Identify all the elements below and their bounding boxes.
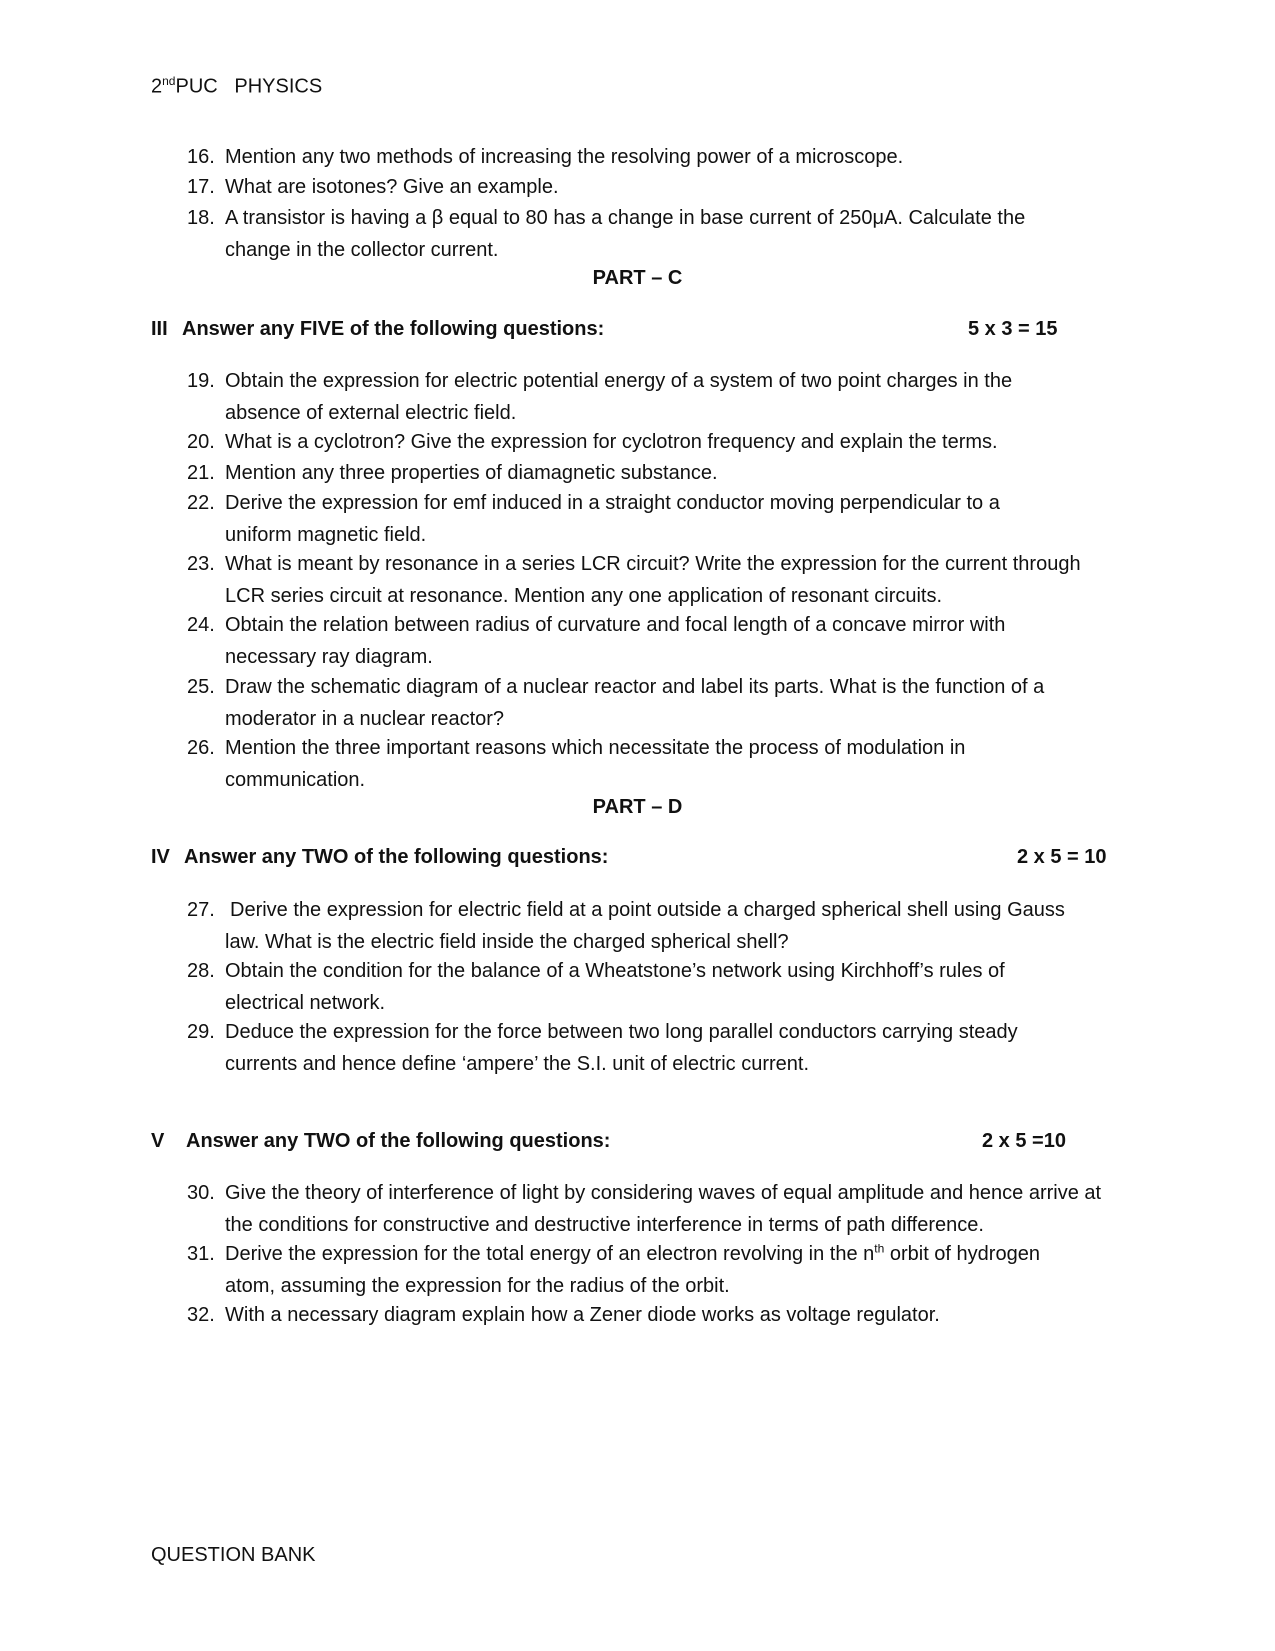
question-18: [187, 202, 1047, 266]
part-c-heading: PART – C: [592, 267, 683, 289]
question-25: [187, 671, 1077, 735]
question-number: 24.: [187, 614, 215, 636]
question-text: A transistor is having a β equal to 80 has a change in base current of 250μA. Calculate the change in the collector current.: [225, 207, 1026, 261]
question-number: 17.: [187, 176, 215, 198]
question-number: 27.: [187, 899, 215, 921]
section-title: Answer any FIVE of the following questions:: [182, 318, 605, 340]
question-number: 31.: [187, 1243, 215, 1265]
question-text: Deduce the expression for the force between two long parallel conductors carrying steady currents and hence define ‘ampere’ the S.I. unit of electric current.: [225, 1021, 1018, 1075]
question-number: 28.: [187, 960, 215, 982]
question-27: [187, 894, 1087, 958]
page-footer: QUESTION BANK: [151, 1544, 316, 1566]
question-29: [187, 1016, 1067, 1080]
question-28: [187, 955, 1047, 1019]
question-number: 16.: [187, 146, 215, 168]
section-roman: V: [151, 1130, 165, 1152]
question-20: [187, 426, 1187, 458]
question-number: 20.: [187, 431, 215, 453]
question-number: 25.: [187, 676, 215, 698]
question-text: What are isotones? Give an example.: [225, 176, 559, 198]
question-number: 26.: [187, 737, 215, 759]
header-sup: nd: [162, 74, 176, 88]
question-30: [187, 1177, 1112, 1241]
question-17: [187, 171, 1187, 203]
header-rest: PUC PHYSICS: [175, 75, 323, 98]
section-title: Answer any TWO of the following questions:: [186, 1130, 611, 1152]
question-text: Derive the expression for electric field at a point outside a charged spherical shell using Gauss law. What is the electric field inside the charged spherical shell?: [225, 899, 1065, 953]
question-21: [187, 457, 1187, 489]
section-roman: III: [151, 318, 168, 340]
question-text: Mention any two methods of increasing the resolving power of a microscope.: [225, 146, 904, 168]
page-header: [151, 74, 322, 99]
question-text: Draw the schematic diagram of a nuclear reactor and label its parts. What is the function of a moderator in a nuclear reactor?: [225, 676, 1045, 730]
question-number: 22.: [187, 492, 215, 514]
header-prefix: 2: [151, 75, 163, 98]
question-text: What is meant by resonance in a series LCR circuit? Write the expression for the current through LCR series circuit at resonance. Mention any one application of resonant circuits.: [225, 553, 1081, 607]
question-text: Derive the expression for emf induced in a straight conductor moving perpendicular to a uniform magnetic field.: [225, 492, 1000, 546]
section-v-heading: [151, 1130, 610, 1153]
superscript-th: th: [874, 1241, 885, 1256]
question-number: 18.: [187, 207, 215, 229]
question-text: With a necessary diagram explain how a Zener diode works as voltage regulator.: [225, 1304, 940, 1326]
question-number: 29.: [187, 1021, 215, 1043]
question-number: 21.: [187, 462, 215, 484]
question-23: [187, 548, 1102, 612]
question-text-part-b: orbit of hydrogen atom, assuming the expression for the radius of the orbit.: [225, 1243, 1040, 1297]
section-title: Answer any TWO of the following questions:: [184, 846, 609, 868]
question-32: [187, 1299, 1187, 1331]
section-iv-marks: 2 x 5 = 10: [1017, 846, 1107, 868]
question-number: 32.: [187, 1304, 215, 1326]
question-text: Give the theory of interference of light by considering waves of equal amplitude and hence arrive at the conditions for constructive and destructive interference in terms of path difference.: [225, 1182, 1102, 1236]
question-24: [187, 609, 1047, 673]
question-26: [187, 732, 1007, 796]
question-number: 19.: [187, 370, 215, 392]
question-text: Obtain the expression for electric potential energy of a system of two point charges in the absence of external electric field.: [225, 370, 1013, 424]
question-text: [225, 1238, 1087, 1302]
question-text: Mention the three important reasons which necessitate the process of modulation in communication.: [225, 737, 966, 791]
part-d-heading: PART – D: [592, 796, 683, 818]
question-text: Obtain the relation between radius of curvature and focal length of a concave mirror with necessary ray diagram.: [225, 614, 1006, 668]
section-v-marks: 2 x 5 =10: [982, 1130, 1066, 1152]
question-text: Mention any three properties of diamagnetic substance.: [225, 462, 718, 484]
question-number: 30.: [187, 1182, 215, 1204]
section-iii-heading: [151, 318, 604, 341]
section-iv-heading: [151, 846, 608, 869]
question-text: Obtain the condition for the balance of a Wheatstone’s network using Kirchhoff’s rules of electrical network.: [225, 960, 1005, 1014]
question-text: What is a cyclotron? Give the expression for cyclotron frequency and explain the terms.: [225, 431, 998, 453]
section-iii-marks: 5 x 3 = 15: [968, 318, 1058, 340]
question-22: [187, 487, 1047, 551]
question-16: [187, 141, 1187, 173]
section-roman: IV: [151, 846, 170, 868]
question-31: [187, 1238, 1087, 1302]
question-19: [187, 365, 1047, 429]
question-text-part-a: Derive the expression for the total energy of an electron revolving in the n: [225, 1243, 875, 1265]
question-number: 23.: [187, 553, 215, 575]
